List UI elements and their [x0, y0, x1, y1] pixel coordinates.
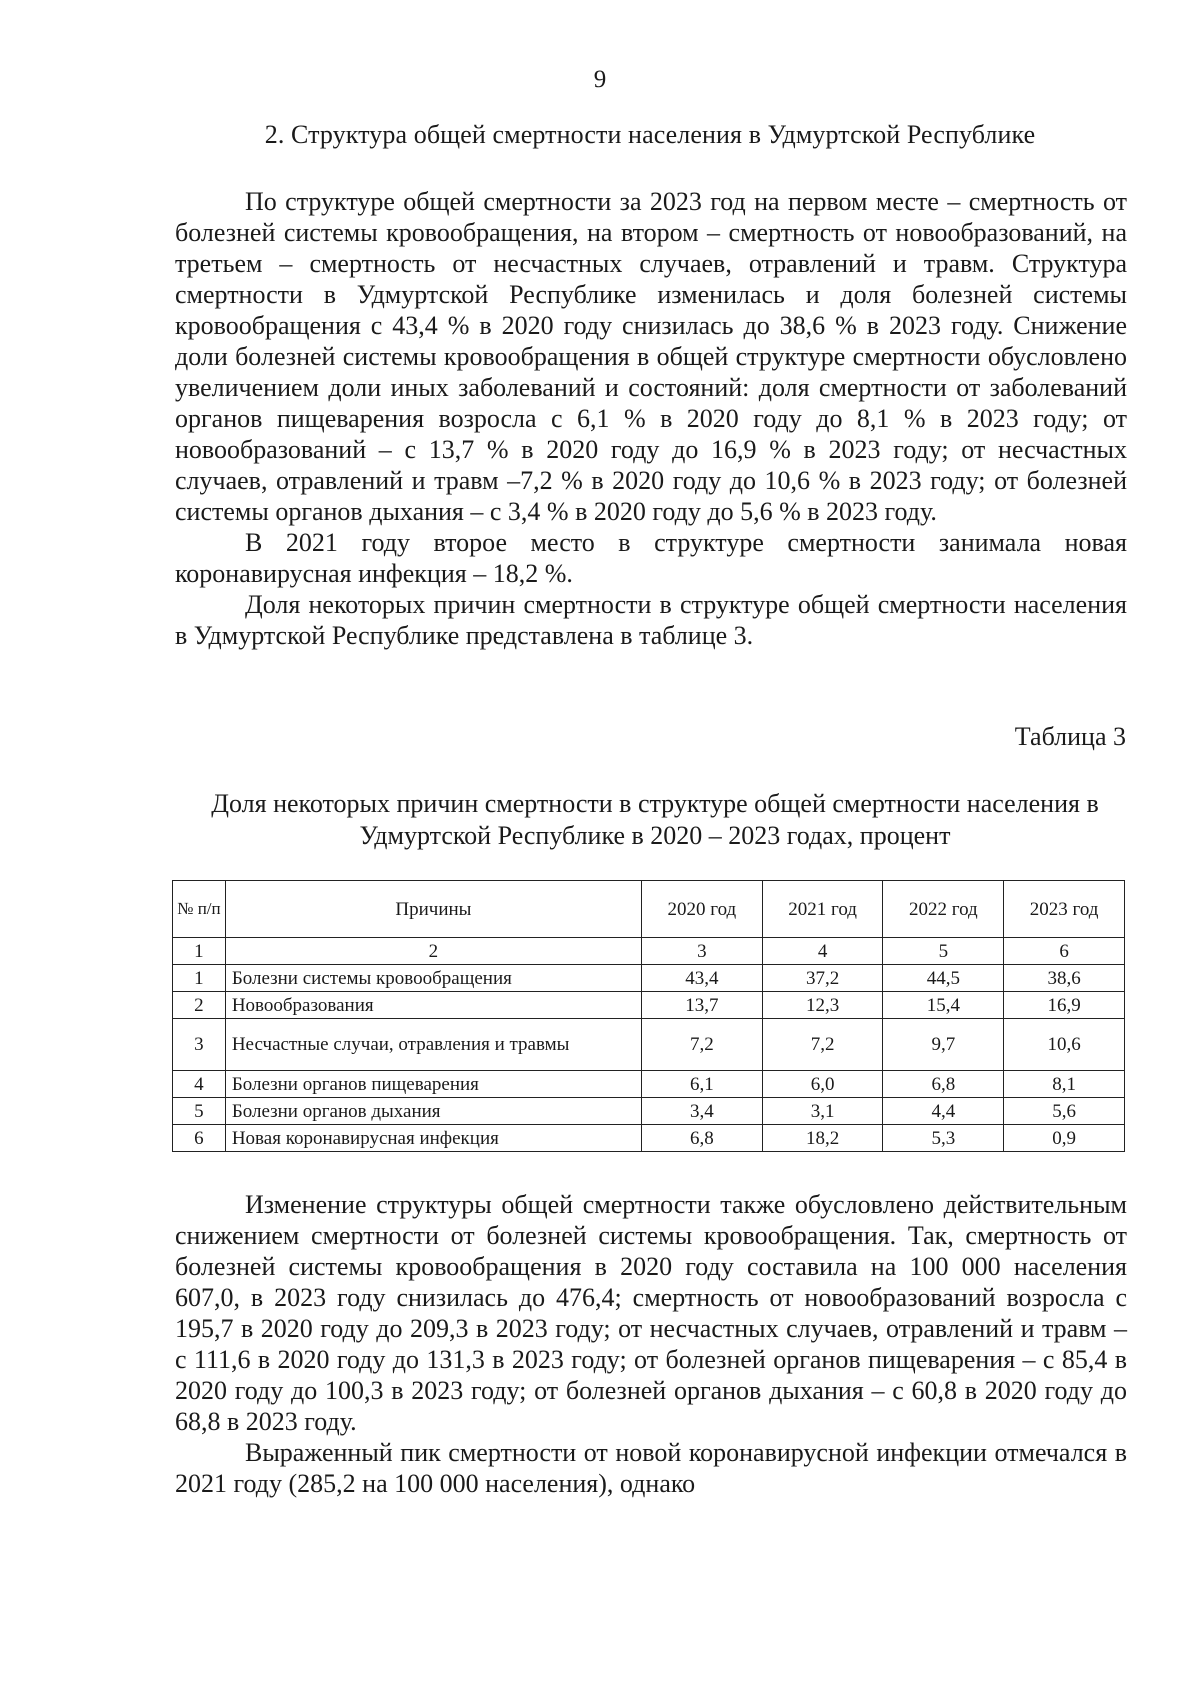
row-value-2023: 16,9 — [1004, 992, 1125, 1019]
row-value-2022: 5,3 — [883, 1125, 1004, 1152]
row-value-2020: 7,2 — [641, 1019, 762, 1071]
body-text-before-table — [175, 186, 1127, 651]
row-value-2021: 37,2 — [762, 965, 883, 992]
table-header-row — [173, 881, 1125, 938]
row-value-2020: 43,4 — [641, 965, 762, 992]
row-value-2021: 18,2 — [762, 1125, 883, 1152]
row-number: 3 — [173, 1019, 226, 1071]
row-value-2023: 38,6 — [1004, 965, 1125, 992]
page-number: 9 — [593, 66, 607, 93]
row-value-2023: 0,9 — [1004, 1125, 1125, 1152]
row-value-2022: 6,8 — [883, 1071, 1004, 1098]
paragraph: По структуре общей смертности за 2023 год на первом месте – смертность от болезней системы кровообращения, на втором – смертность от новообразований, на третьем – смертность от несчастных случаев, отравлений и травм. Структура смертности в Удмуртской Республике изменилась и доля болезней системы кровообращения с 43,4 % в 2020 году снизилась до 38,6 % в 2023 году. Снижение доли болезней системы кровообращения в общей структуре смертности обусловлено увеличением доли иных заболеваний и состояний: доля смертности от заболеваний органов пищеварения возросла с 6,1 % в 2020 году до 8,1 % в 2023 году; от новообразований – с 13,7 % в 2020 году до 16,9 % в 2023 году; от несчастных случаев, отравлений и травм –7,2 % в 2020 году до 10,6 % в 2023 году; от болезней системы органов дыхания – с 3,4 % в 2020 году до 5,6 % в 2023 году. — [175, 187, 1127, 526]
column-number: 5 — [883, 938, 1004, 965]
row-value-2021: 7,2 — [762, 1019, 883, 1071]
header-2022: 2022 год — [883, 881, 1004, 938]
table-row — [173, 1071, 1125, 1098]
column-number: 1 — [173, 938, 226, 965]
row-cause: Болезни органов дыхания — [225, 1098, 641, 1125]
row-value-2020: 6,1 — [641, 1071, 762, 1098]
row-number: 4 — [173, 1071, 226, 1098]
column-number: 6 — [1004, 938, 1125, 965]
row-value-2022: 44,5 — [883, 965, 1004, 992]
column-number: 2 — [225, 938, 641, 965]
row-number: 5 — [173, 1098, 226, 1125]
row-value-2020: 3,4 — [641, 1098, 762, 1125]
row-value-2021: 12,3 — [762, 992, 883, 1019]
row-value-2022: 9,7 — [883, 1019, 1004, 1071]
header-2023: 2023 год — [1004, 881, 1125, 938]
column-number: 3 — [641, 938, 762, 965]
table-row — [173, 965, 1125, 992]
mortality-structure-table — [172, 880, 1125, 1152]
row-value-2022: 4,4 — [883, 1098, 1004, 1125]
row-number: 6 — [173, 1125, 226, 1152]
column-number-row — [173, 938, 1125, 965]
table-label: Таблица 3 — [1014, 722, 1126, 751]
header-2020: 2020 год — [641, 881, 762, 938]
table-row — [173, 992, 1125, 1019]
table-row — [173, 1019, 1125, 1071]
row-value-2020: 13,7 — [641, 992, 762, 1019]
header-cause: Причины — [225, 881, 641, 938]
row-value-2022: 15,4 — [883, 992, 1004, 1019]
column-number: 4 — [762, 938, 883, 965]
row-cause: Болезни системы кровообращения — [225, 965, 641, 992]
row-value-2020: 6,8 — [641, 1125, 762, 1152]
table-title: Доля некоторых причин смертности в структуре общей смертности населения в Удмуртской Республике в 2020 – 2023 годах, процент — [211, 789, 1099, 850]
section-heading: 2. Структура общей смертности населения в Удмуртской Республике — [264, 120, 1036, 149]
row-number: 2 — [173, 992, 226, 1019]
row-cause: Новообразования — [225, 992, 641, 1019]
paragraph: Изменение структуры общей смертности также обусловлено действительным снижением смертности от болезней системы кровообращения. Так, смертность от болезней системы кровообращения в 2020 году составила на 100 000 населения 607,0, в 2023 году снизилась до 476,4; смертность от новообразований возросла с 195,7 в 2020 году до 209,3 в 2023 году; от несчастных случаев, отравлений и травм – с 111,6 в 2020 году до 131,3 в 2023 году; от болезней органов пищеварения – с 85,4 в 2020 году до 100,3 в 2023 году; от болезней органов дыхания – с 60,8 в 2020 году до 68,8 в 2023 году. — [175, 1190, 1127, 1436]
header-2021: 2021 год — [762, 881, 883, 938]
table-row — [173, 1125, 1125, 1152]
row-value-2023: 8,1 — [1004, 1071, 1125, 1098]
row-value-2021: 6,0 — [762, 1071, 883, 1098]
header-number: № п/п — [173, 881, 226, 938]
row-cause: Болезни органов пищеварения — [225, 1071, 641, 1098]
row-cause: Новая коронавирусная инфекция — [225, 1125, 641, 1152]
table-row — [173, 1098, 1125, 1125]
row-value-2023: 10,6 — [1004, 1019, 1125, 1071]
paragraph: Доля некоторых причин смертности в структуре общей смертности населения в Удмуртской Республике представлена в таблице 3. — [175, 590, 1127, 650]
paragraph: Выраженный пик смертности от новой коронавирусной инфекции отмечался в 2021 году (285,2 на 100 000 населения), однако — [175, 1438, 1127, 1498]
body-text-after-table — [175, 1189, 1127, 1499]
row-value-2021: 3,1 — [762, 1098, 883, 1125]
row-value-2023: 5,6 — [1004, 1098, 1125, 1125]
row-cause: Несчастные случаи, отравления и травмы — [225, 1019, 641, 1071]
row-number: 1 — [173, 965, 226, 992]
paragraph: В 2021 году второе место в структуре смертности занимала новая коронавирусная инфекция – 18,2 %. — [175, 528, 1127, 588]
